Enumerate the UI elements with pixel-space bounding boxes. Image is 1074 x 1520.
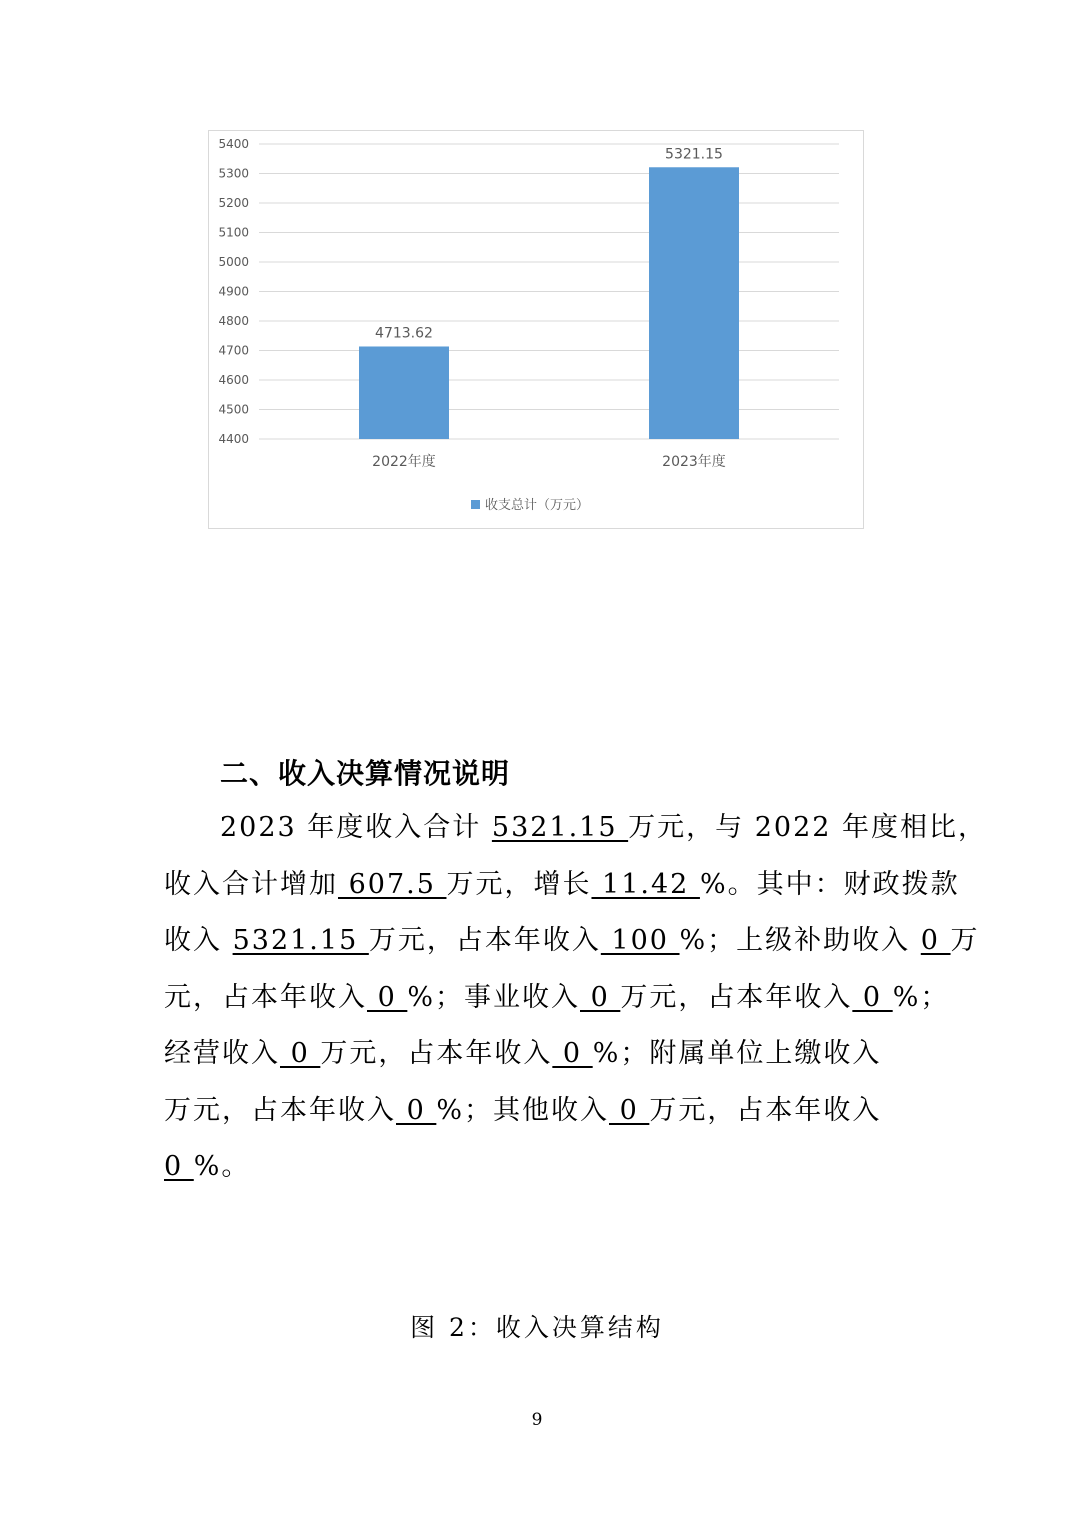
text-run: %；上级补助收入 (679, 925, 921, 956)
paragraph-line (164, 913, 980, 970)
text-run: 万 (950, 925, 980, 956)
text-run: 万元，与 2022 年度相比， (628, 812, 988, 843)
data-label: 5321.15 (665, 146, 723, 163)
career-income-percent: 0 (852, 981, 893, 1013)
text-run: 2023 年度收入合计 (220, 812, 492, 843)
y-tick-label: 5200 (218, 196, 249, 210)
paragraph-line (164, 800, 988, 857)
y-tick-label: 4500 (218, 402, 249, 417)
text-run: 万元，占本年收入 (368, 925, 601, 956)
income-total-value: 5321.15 (491, 812, 629, 843)
text-run: 万元，占本年收入 (320, 1038, 553, 1069)
text-run: 万元，增长 (446, 868, 592, 900)
income-expense-bar-chart (208, 130, 864, 529)
growth-rate-value: 11.42 (591, 868, 700, 900)
text-run: 元，占本年收入 (164, 981, 367, 1013)
x-tick-label: 2023年度 (662, 454, 726, 470)
business-income-percent: 0 (552, 1038, 593, 1069)
text-run: 万元，占本年收入 (164, 1094, 396, 1126)
text-run: %；其他收入 (436, 1094, 609, 1126)
y-tick-label: 4700 (218, 343, 249, 358)
paragraph-line (164, 970, 950, 1027)
text-run: 万元，占本年收入 (620, 981, 853, 1013)
text-run: 万元，占本年收入 (649, 1094, 882, 1126)
text-run: %；事业收入 (407, 981, 580, 1013)
text-run: %。 (193, 1151, 251, 1182)
x-tick-label: 2022年度 (372, 454, 436, 470)
income-paragraph (164, 800, 988, 1196)
paragraph-line (164, 857, 960, 914)
paragraph-line (164, 1026, 924, 1083)
bar (649, 167, 739, 439)
y-tick-label: 5000 (218, 255, 249, 269)
y-tick-label: 4600 (218, 373, 249, 387)
paragraph-line (164, 1139, 924, 1196)
fiscal-income-percent: 100 (600, 925, 680, 956)
superior-subsidy-value: 0 (920, 925, 951, 956)
y-tick-label: 5300 (218, 166, 249, 181)
business-income-value: 0 (280, 1038, 321, 1069)
superior-subsidy-percent: 0 (367, 981, 408, 1013)
text-run: 收入合计增加 (164, 868, 338, 900)
bar (359, 346, 449, 439)
legend-swatch (471, 500, 480, 509)
legend-label: 收支总计（万元） (485, 498, 590, 513)
y-tick-label: 5400 (218, 137, 249, 151)
text-run: %； (892, 981, 950, 1013)
other-income-value: 0 (609, 1094, 650, 1126)
y-tick-label: 4800 (218, 314, 249, 328)
career-income-value: 0 (580, 981, 621, 1013)
fiscal-income-value: 5321.15 (232, 925, 369, 956)
paragraph-line (164, 1083, 924, 1140)
other-income-percent: 0 (164, 1151, 194, 1182)
chart-canvas (209, 131, 865, 530)
page-number: 9 (531, 1410, 543, 1430)
affiliated-income-percent: 0 (396, 1094, 437, 1126)
text-run: 经营收入 (164, 1038, 280, 1069)
y-tick-label: 5100 (218, 225, 249, 240)
text-run: %；附属单位上缴收入 (592, 1038, 882, 1069)
y-tick-label: 4400 (218, 432, 249, 446)
figure-caption: 图 2：收入决算结构 (410, 1313, 664, 1342)
data-label: 4713.62 (375, 325, 433, 342)
section-heading: 二、收入决算情况说明 (220, 757, 511, 790)
text-run: %。其中：财政拨款 (699, 868, 960, 900)
increase-value: 607.5 (338, 868, 447, 900)
text-run: 收入 (164, 925, 233, 956)
y-tick-label: 4900 (218, 284, 249, 299)
